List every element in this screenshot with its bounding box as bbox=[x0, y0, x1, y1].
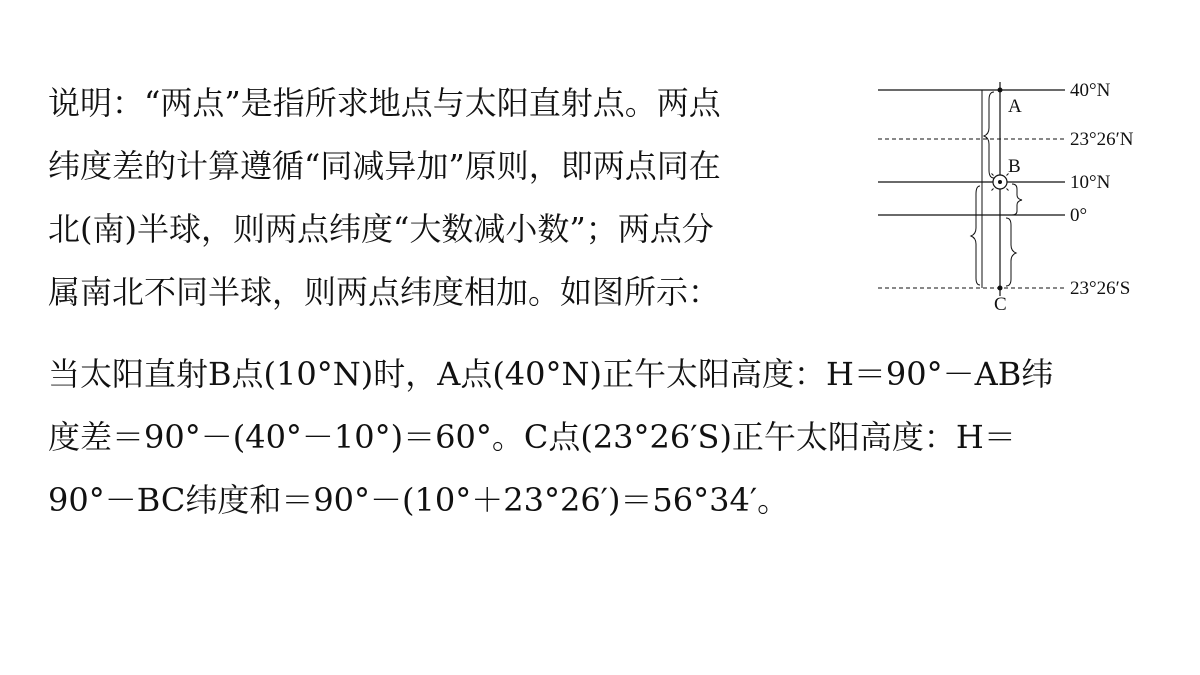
latitude-diagram bbox=[872, 70, 1172, 330]
brace-b-equator bbox=[1012, 184, 1022, 215]
explanation-line: 说明：“两点”是指所求地点与太阳直射点。两点 bbox=[48, 84, 721, 122]
explanation-line: 北(南)半球，则两点纬度“大数减小数”；两点分 bbox=[48, 210, 714, 248]
calculation-line: 当太阳直射B点(10°N)时，A点(40°N)正午太阳高度：H＝90°－AB纬 bbox=[48, 355, 1054, 393]
brace-bc bbox=[971, 186, 980, 285]
latitude-label-23n: 23°26′N bbox=[1070, 129, 1134, 150]
calculation-paragraph bbox=[48, 343, 1158, 532]
explanation-paragraph bbox=[48, 72, 838, 324]
explanation-line: 纬度差的计算遵循“同减异加”原则，即两点同在 bbox=[48, 147, 721, 185]
latitude-label-40n: 40°N bbox=[1070, 80, 1111, 101]
point-c-label: C bbox=[994, 294, 1007, 315]
point-c-marker bbox=[998, 286, 1003, 291]
point-a-label: A bbox=[1008, 96, 1022, 117]
brace-ab bbox=[984, 92, 994, 178]
explanation-line: 属南北不同半球，则两点纬度相加。如图所示： bbox=[48, 273, 721, 311]
latitude-label-10n: 10°N bbox=[1070, 172, 1111, 193]
latitude-label-equator: 0° bbox=[1070, 205, 1088, 226]
latitude-label-23s: 23°26′S bbox=[1070, 278, 1131, 299]
calculation-line: 度差＝90°－(40°－10°)＝60°。C点(23°26′S)正午太阳高度：H＝ bbox=[48, 418, 1016, 456]
calculation-line: 90°－BC纬度和＝90°－(10°＋23°26′)＝56°34′。 bbox=[48, 481, 790, 519]
brace-equator-c bbox=[1006, 218, 1016, 286]
point-b-label: B bbox=[1008, 156, 1021, 177]
point-a-marker bbox=[998, 88, 1003, 93]
